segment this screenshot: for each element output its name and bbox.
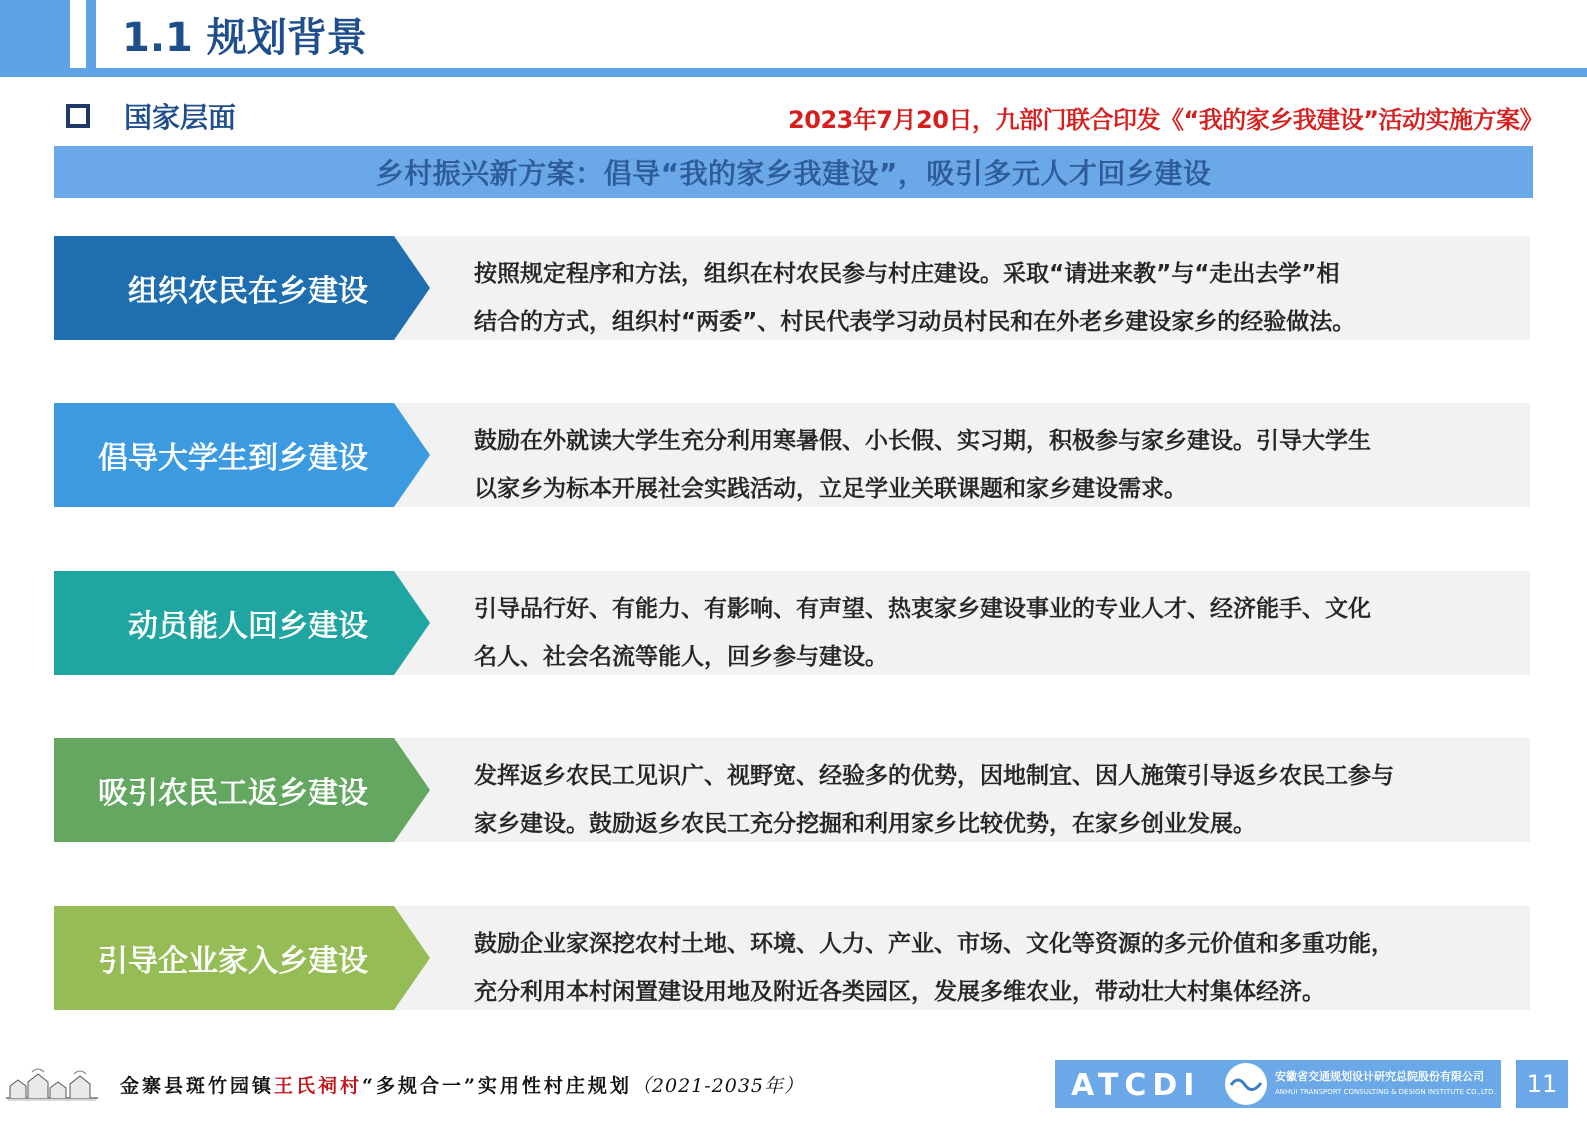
- measure-row-2: [54, 403, 1530, 507]
- row-label-box: [54, 906, 394, 1010]
- chevron-right-icon: [394, 236, 430, 340]
- row-label: 动员能人回乡建设: [128, 609, 368, 644]
- row-description-line: 家乡建设。鼓励返乡农民工充分挖掘和利用家乡比较优势，在家乡创业发展。: [474, 811, 1256, 837]
- row-description-line: 名人、社会名流等能人，回乡参与建设。: [474, 644, 888, 670]
- row-description-line: 按照规定程序和方法，组织在村农民参与村庄建设。采取“请进来教”与“走出去学”相: [474, 261, 1340, 287]
- wave-logo-glyph: [1225, 1063, 1267, 1105]
- measure-row-4: [54, 738, 1530, 842]
- headline-banner-text: 乡村振兴新方案：倡导“我的家乡我建设”，吸引多元人才回乡建设: [375, 157, 1212, 190]
- company-name-cn: 安徽省交通规划设计研究总院股份有限公司: [1275, 1070, 1484, 1083]
- footer-title-prefix: 金寨县斑竹园镇: [120, 1075, 275, 1097]
- measure-row-3: [54, 571, 1530, 675]
- row-label: 吸引农民工返乡建设: [98, 776, 368, 811]
- row-description-line: 以家乡为标本开展社会实践活动，立足学业关联课题和家乡建设需求。: [474, 476, 1187, 502]
- row-label-box: [54, 236, 394, 340]
- header-underline: [0, 68, 1587, 77]
- footer-title-years: （2021-2035年）: [631, 1075, 805, 1097]
- wave-logo-icon: [1225, 1063, 1267, 1105]
- row-description-line: 发挥返乡农民工见识广、视野宽、经验多的优势，因地制宜、因人施策引导返乡农民工参与: [474, 763, 1394, 789]
- row-label-box: [54, 403, 394, 507]
- row-label: 引导企业家入乡建设: [98, 944, 368, 979]
- footer-title-village: 王氏祠村: [274, 1075, 363, 1097]
- row-label: 倡导大学生到乡建设: [98, 441, 368, 476]
- footer-title-suffix: “多规合一”实用性村庄规划: [362, 1075, 632, 1097]
- company-name-en: ANHUI TRANSPORT CONSULTING & DESIGN INSTITUTE CO.,LTD.: [1275, 1088, 1496, 1096]
- headline-banner: [54, 146, 1533, 198]
- chevron-right-icon: [394, 571, 430, 675]
- row-label-box: [54, 571, 394, 675]
- section-label: 国家层面: [124, 101, 237, 134]
- row-description-line: 引导品行好、有能力、有影响、有声望、热衷家乡建设事业的专业人才、经济能手、文化: [474, 596, 1371, 622]
- row-description-line: 鼓励企业家深挖农村土地、环境、人力、产业、市场、文化等资源的多元价值和多重功能，: [474, 931, 1394, 957]
- section-note: 2023年7月20日，九部门联合印发《“我的家乡我建设”活动实施方案》: [788, 106, 1543, 134]
- measure-row-5: [54, 906, 1530, 1010]
- row-description: [474, 585, 1514, 681]
- square-bullet-icon: [66, 104, 90, 128]
- row-description: [474, 417, 1514, 513]
- footer-title: [120, 1071, 804, 1098]
- page-number: 11: [1516, 1060, 1568, 1108]
- chevron-right-icon: [394, 738, 430, 842]
- company-logo-mark: ATCDI: [1071, 1068, 1201, 1103]
- row-label: 组织农民在乡建设: [128, 274, 368, 309]
- header-accent-block: [0, 0, 70, 68]
- chevron-right-icon: [394, 906, 430, 1010]
- page-title: 1.1 规划背景: [122, 15, 367, 61]
- row-label-box: [54, 738, 394, 842]
- row-description-line: 充分利用本村闲置建设用地及附近各类园区，发展多维农业，带动壮大村集体经济。: [474, 979, 1325, 1005]
- row-description-line: 鼓励在外就读大学生充分利用寒暑假、小长假、实习期，积极参与家乡建设。引导大学生: [474, 428, 1371, 454]
- row-description: [474, 920, 1514, 1016]
- row-description-line: 结合的方式，组织村“两委”、村民代表学习动员村民和在外老乡建设家乡的经验做法。: [474, 309, 1356, 335]
- chevron-right-icon: [394, 403, 430, 507]
- village-sketch-icon: [4, 1064, 100, 1102]
- company-logo: [1055, 1060, 1501, 1108]
- measure-row-1: [54, 236, 1530, 340]
- header-accent-bar: [86, 0, 96, 68]
- row-description: [474, 752, 1514, 848]
- row-description: [474, 250, 1514, 346]
